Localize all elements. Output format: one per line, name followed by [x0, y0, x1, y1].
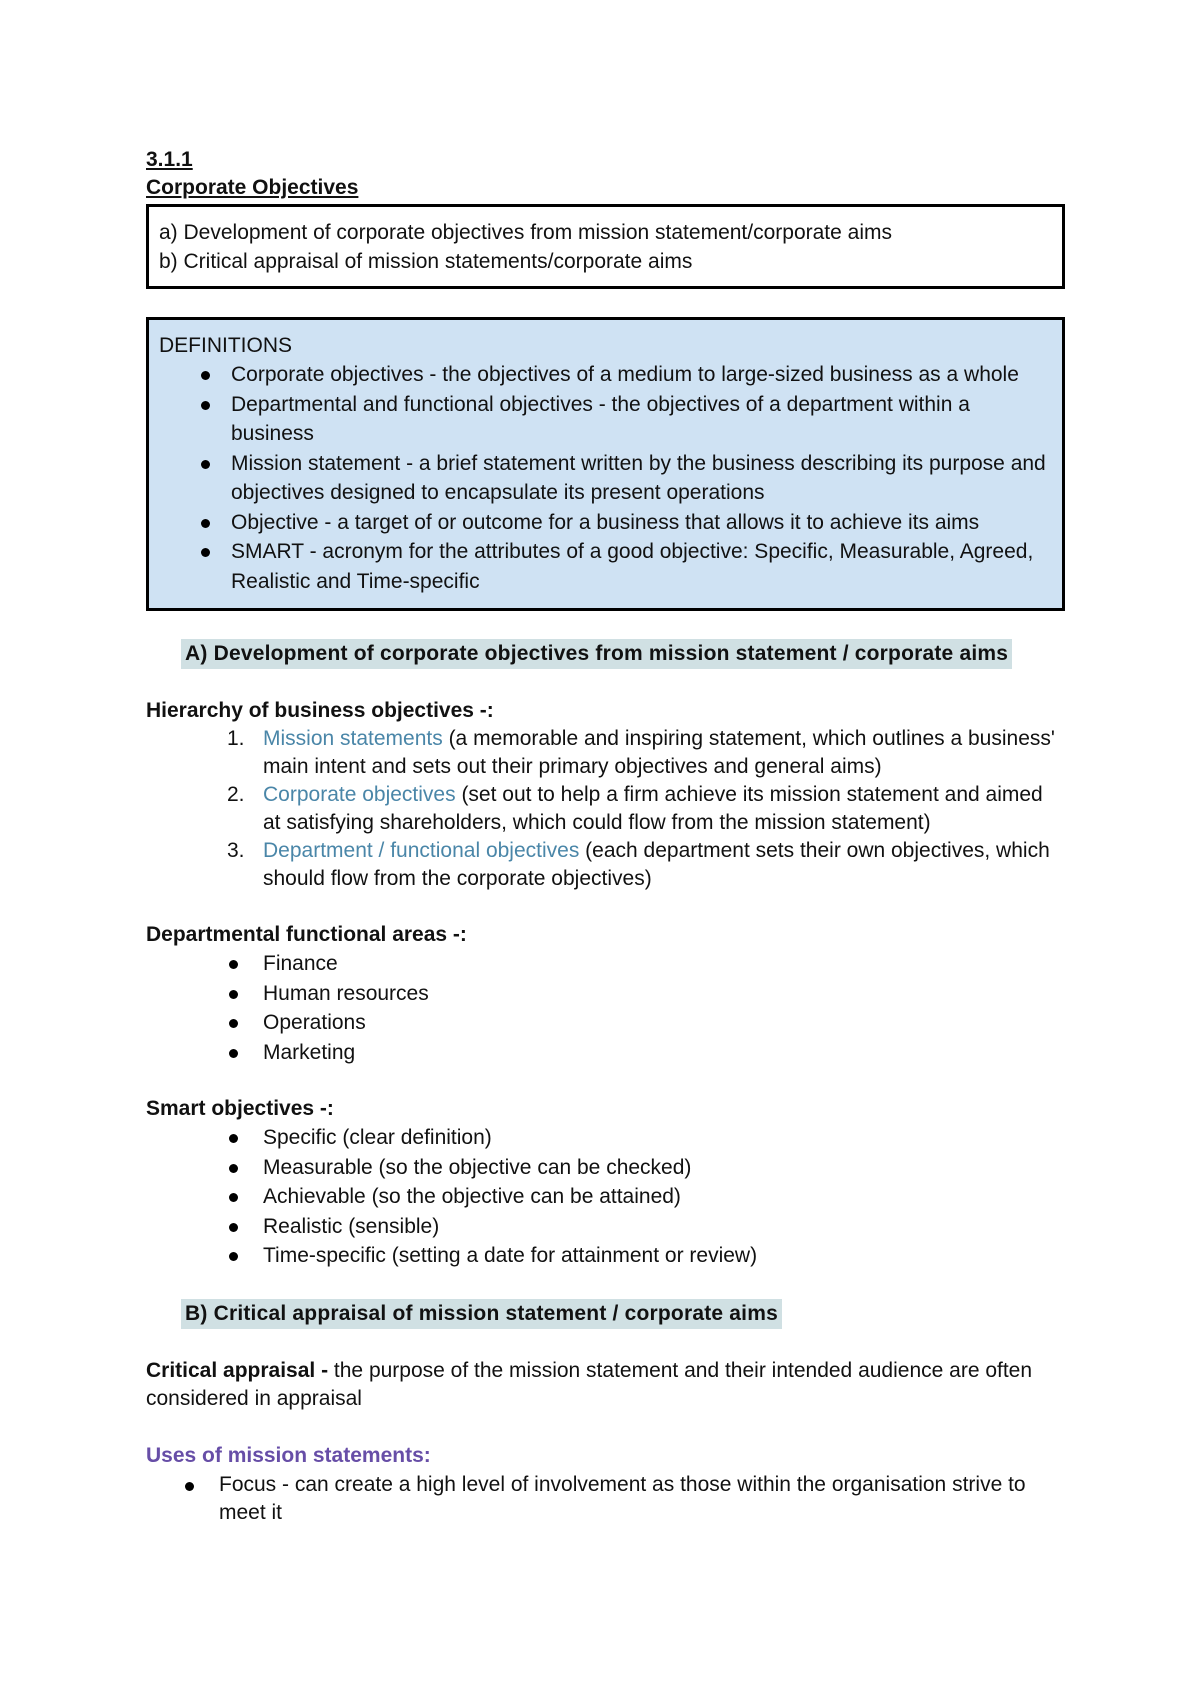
section-b-heading: B) Critical appraisal of mission statement / corporate aims	[181, 1299, 782, 1329]
bullet-icon	[201, 390, 210, 410]
list-item: Realistic (sensible)	[263, 1212, 1062, 1242]
critical-appraisal-paragraph: Critical appraisal - the purpose of the mission statement and their intended audience are often considered in appraisal	[146, 1358, 1033, 1410]
list-item: Marketing	[263, 1038, 1062, 1068]
list-item: 2. Corporate objectives (set out to help a firm achieve its mission statement and aimed at satisfying shareholders, which could flow from the mission statement)	[227, 783, 1043, 834]
bullet-icon	[229, 1182, 238, 1202]
uses-title: Uses of mission statements:	[146, 1443, 431, 1467]
hierarchy-term: Department / functional objectives	[263, 839, 580, 862]
bullet-icon	[229, 1123, 238, 1143]
definitions-title: DEFINITIONS	[159, 334, 293, 357]
definitions-box	[146, 317, 1065, 611]
list-item: Achievable (so the objective can be attained)	[263, 1182, 1062, 1212]
aim-a: a) Development of corporate objectives from mission statement/corporate aims	[159, 221, 892, 244]
definition-item: Objective - a target of or outcome for a business that allows it to achieve its aims	[231, 508, 1052, 538]
list-item: Operations	[263, 1008, 1062, 1038]
list-item: Focus - can create a high level of involvement as those within the organisation strive to meet it	[219, 1471, 1062, 1527]
section-a-heading: A) Development of corporate objectives from mission statement / corporate aims	[181, 639, 1012, 669]
section-number: 3.1.1	[146, 148, 193, 171]
section-title: Corporate Objectives	[146, 176, 359, 199]
list-item: 3. Department / functional objectives (each department sets their own objectives, which should flow from the corporate objectives)	[227, 839, 1050, 890]
hierarchy-term: Mission statements	[263, 727, 443, 750]
hierarchy-term: Corporate objectives	[263, 783, 456, 806]
hierarchy-title: Hierarchy of business objectives -:	[146, 699, 494, 722]
definition-item: SMART - acronym for the attributes of a good objective: Specific, Measurable, Agreed, Realistic and Time-specific	[231, 537, 1052, 596]
list-item: Time-specific (setting a date for attainment or review)	[263, 1241, 1062, 1271]
bullet-icon	[229, 979, 238, 999]
bullet-icon	[185, 1471, 194, 1491]
bullet-icon	[229, 1153, 238, 1173]
hierarchy-list	[146, 725, 1062, 893]
list-item: Specific (clear definition)	[263, 1123, 1062, 1153]
definition-item: Corporate objectives - the objectives of a medium to large-sized business as a whole	[231, 360, 1052, 390]
definitions-list	[159, 360, 1052, 596]
bullet-icon	[201, 449, 210, 469]
appraisal-term: Critical appraisal -	[146, 1358, 329, 1382]
document-page	[146, 146, 1062, 1527]
bullet-icon	[229, 949, 238, 969]
bullet-icon	[201, 508, 210, 528]
smart-title: Smart objectives -:	[146, 1097, 334, 1120]
smart-list	[146, 1123, 1062, 1271]
bullet-icon	[201, 360, 210, 380]
aims-box	[146, 204, 1065, 289]
definition-item: Departmental and functional objectives - the objectives of a department within a business	[231, 390, 1052, 449]
bullet-icon	[229, 1241, 238, 1261]
bullet-icon	[229, 1212, 238, 1232]
uses-list	[146, 1471, 1062, 1527]
definition-item: Mission statement - a brief statement written by the business describing its purpose and objectives designed to encapsulate its present operations	[231, 449, 1052, 508]
functional-areas-title: Departmental functional areas -:	[146, 923, 467, 946]
bullet-icon	[201, 537, 210, 557]
bullet-icon	[229, 1038, 238, 1058]
bullet-icon	[229, 1008, 238, 1028]
list-item: 1. Mission statements (a memorable and inspiring statement, which outlines a business' main intent and sets out their primary objectives and general aims)	[227, 727, 1055, 778]
aim-b: b) Critical appraisal of mission statements/corporate aims	[159, 250, 693, 273]
list-item: Measurable (so the objective can be checked)	[263, 1153, 1062, 1183]
list-item: Human resources	[263, 979, 1062, 1009]
functional-areas-list	[146, 949, 1062, 1067]
list-item: Finance	[263, 949, 1062, 979]
